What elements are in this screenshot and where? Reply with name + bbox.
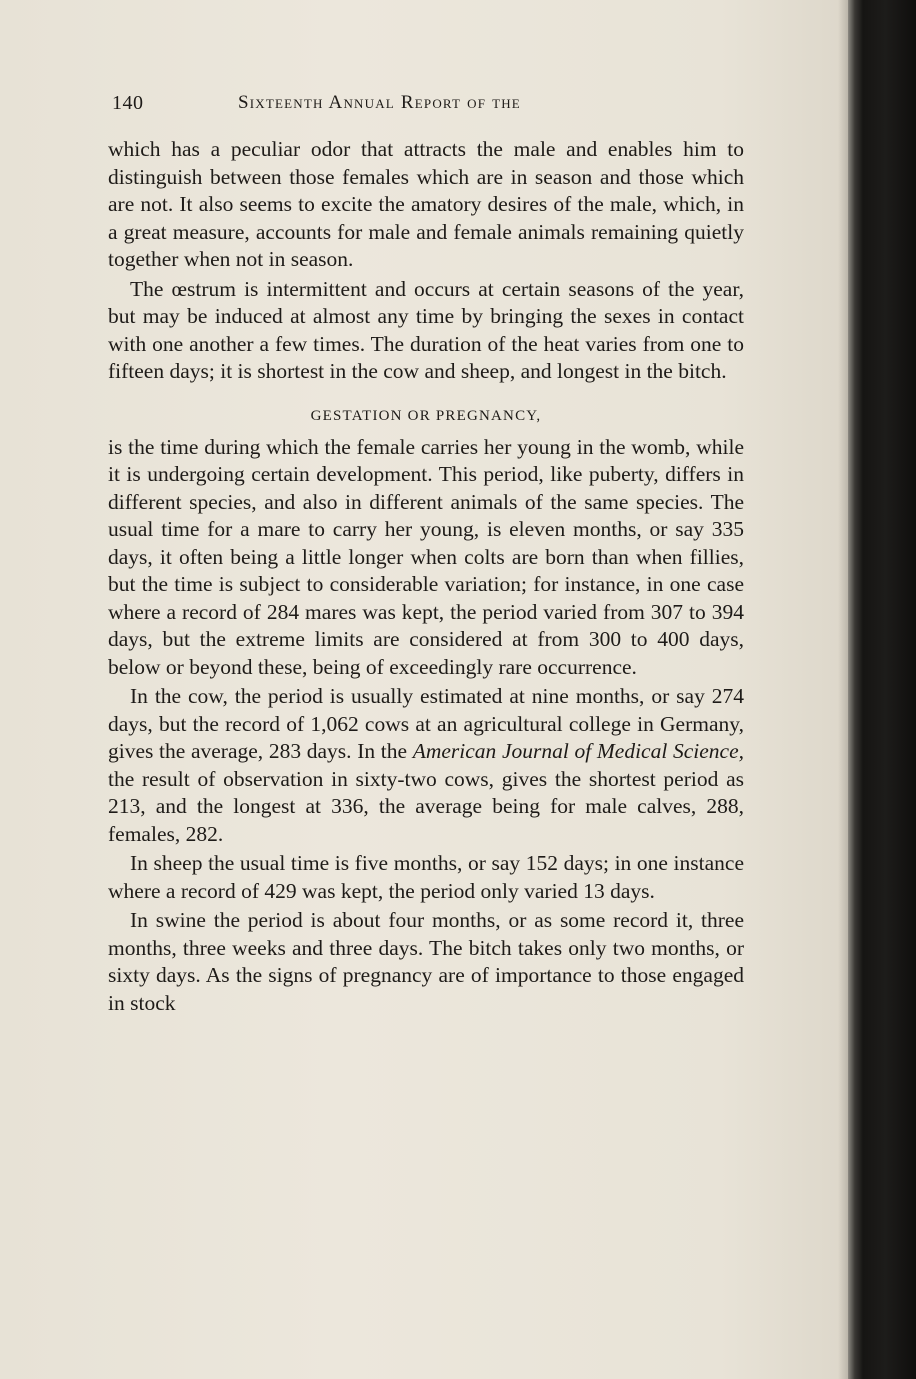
cow-text-start: In the cow, the period is usually estimated at nine months, or say 274 days, but the record of 1,062 cows at an agricultural college in Germany, gives the average, 283 days. In the (108, 684, 744, 763)
paragraph-gestation-sheep: In sheep the usual time is five months, or say 152 days; in one instance where a record of 429 was kept, the period only varied 13 days. (108, 851, 744, 903)
page-number: 140 (112, 92, 144, 114)
cow-text-end: the result of observation in sixty-two cows, gives the shortest period as 213, and the longest at 336, the average being for male calves, 288, females, 282. (108, 766, 744, 846)
running-header (112, 92, 732, 124)
book-spine (848, 0, 916, 1379)
paragraph-oestrum-duration: The œstrum is intermittent and occurs at certain seasons of the year, but may be induced at almost any time by bringing the sexes in contact with one another a few times. The duration of the heat varies from one to fifteen days; it is shortest in the cow and sheep, and longest in the bitch. (108, 276, 744, 383)
section-heading-gestation: GESTATION OR PREGNANCY, (310, 407, 542, 424)
running-title: Sixteenth Annual Report of the (238, 92, 521, 113)
paragraph-oestrum-odor: which has a peculiar odor that attracts the male and enables him to distinguish between those females which are in season and those which are not. It also seems to excite the amatory desires of the male, which, in a great measure, accounts for male and female animals remaining quietly together when not in season. (108, 137, 744, 271)
paragraph-gestation-cow (108, 683, 744, 848)
paragraph-gestation-swine: In swine the period is about four months, or as some record it, three months, three weeks and three days. The bitch takes only two months, or sixty days. As the signs of pregnancy are of importance to those engaged in stock (108, 908, 744, 1015)
journal-title: American Journal of Medical Science, (412, 739, 744, 763)
page-body (108, 136, 744, 1017)
paragraph-gestation-mare: is the time during which the female carries her young in the womb, while it is undergoing certain development. This period, like puberty, differs in different species, and also in different animals of the same species. The usual time for a mare to carry her young, is eleven months, or say 335 days, it often being a little longer when colts are born than when fillies, but the time is subject to considerable variation; for instance, in one case where a record of 284 mares was kept, the period varied from 307 to 394 days, but the extreme limits are considered at from 300 to 400 days, below or beyond these, being of exceedingly rare occurrence. (108, 434, 744, 679)
